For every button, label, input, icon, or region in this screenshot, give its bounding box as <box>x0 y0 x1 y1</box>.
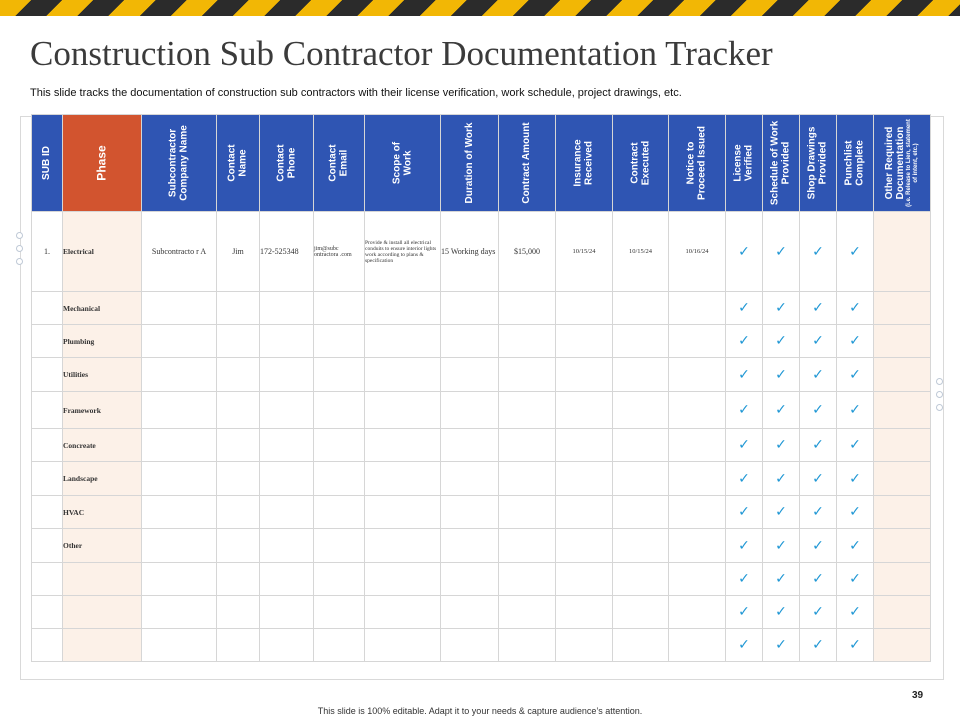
empty-cell <box>556 629 613 662</box>
empty-cell <box>365 429 441 462</box>
checkmark-icon: ✓ <box>849 637 861 653</box>
check-cell <box>800 496 837 529</box>
table-row <box>32 325 931 358</box>
empty-cell <box>669 292 726 325</box>
checkmark-icon: ✓ <box>775 604 787 620</box>
checkmark-icon: ✓ <box>775 300 787 316</box>
empty-cell <box>441 292 499 325</box>
checkmark-icon: ✓ <box>738 571 750 587</box>
checkmark-icon: ✓ <box>812 604 824 620</box>
empty-cell <box>441 596 499 629</box>
empty-cell <box>260 358 314 392</box>
header-insurance: Insurance Received <box>556 115 613 212</box>
empty-cell <box>499 563 556 596</box>
contact-email-cell: jim@subc ontractora .com <box>314 212 365 292</box>
empty-cell <box>556 392 613 429</box>
empty-cell <box>556 596 613 629</box>
checkmark-icon: ✓ <box>738 333 750 349</box>
empty-cell <box>314 325 365 358</box>
phase-cell: Framework <box>63 392 142 429</box>
checkmark-icon: ✓ <box>849 437 861 453</box>
empty-cell <box>365 563 441 596</box>
check-cell <box>763 596 800 629</box>
empty-cell <box>669 529 726 563</box>
empty-cell <box>142 529 217 563</box>
empty-cell <box>365 596 441 629</box>
phase-cell: Other <box>63 529 142 563</box>
other-docs-cell <box>874 462 931 496</box>
check-cell <box>763 358 800 392</box>
empty-cell <box>32 629 63 662</box>
other-docs-cell <box>874 212 931 292</box>
check-cell <box>837 563 874 596</box>
phase-cell: HVAC <box>63 496 142 529</box>
amount-cell: $15,000 <box>499 212 556 292</box>
checkmark-icon: ✓ <box>738 366 750 383</box>
empty-cell <box>499 358 556 392</box>
empty-cell <box>142 429 217 462</box>
slide-title: Construction Sub Contractor Documentation Tracker <box>30 34 773 73</box>
checkmark-icon: ✓ <box>775 537 787 554</box>
header-license: License Verified <box>726 115 763 212</box>
empty-cell <box>441 325 499 358</box>
check-cell <box>726 429 763 462</box>
empty-cell <box>441 496 499 529</box>
header-punchlist: Punchlist Complete <box>837 115 874 212</box>
sub-id-cell: 1. <box>32 212 63 292</box>
empty-cell <box>32 496 63 529</box>
insurance-date-cell: 10/15/24 <box>556 212 613 292</box>
scope-cell: Provide & install all electrical conduits to ensure interior lights work according to plans & specification <box>365 212 441 292</box>
empty-cell <box>260 629 314 662</box>
check-cell <box>763 392 800 429</box>
empty-cell <box>613 325 669 358</box>
empty-cell <box>499 292 556 325</box>
phase-cell <box>63 596 142 629</box>
empty-cell <box>260 429 314 462</box>
table-row <box>32 563 931 596</box>
checkmark-icon: ✓ <box>738 243 750 260</box>
check-cell <box>800 392 837 429</box>
check-cell <box>837 596 874 629</box>
check-cell <box>837 496 874 529</box>
empty-cell <box>613 596 669 629</box>
empty-cell <box>142 462 217 496</box>
duration-cell: 15 Working days <box>441 212 499 292</box>
empty-cell <box>365 292 441 325</box>
empty-cell <box>32 358 63 392</box>
checkmark-icon: ✓ <box>775 504 787 520</box>
check-cell <box>726 462 763 496</box>
phase-cell: Utilities <box>63 358 142 392</box>
header-sub-id: SUB ID <box>32 115 63 212</box>
check-cell <box>800 429 837 462</box>
checkmark-icon: ✓ <box>775 637 787 653</box>
checkmark-icon: ✓ <box>812 243 824 260</box>
empty-cell <box>314 462 365 496</box>
empty-cell <box>556 429 613 462</box>
empty-cell <box>441 358 499 392</box>
header-other-docs-note: (i.e. Release to Lien, statement of intent, etc.) <box>905 119 919 207</box>
empty-cell <box>556 358 613 392</box>
check-cell <box>837 325 874 358</box>
empty-cell <box>669 629 726 662</box>
checkmark-icon: ✓ <box>775 243 787 260</box>
empty-cell <box>556 529 613 563</box>
checkmark-icon: ✓ <box>849 504 861 520</box>
phase-cell <box>63 629 142 662</box>
other-docs-cell <box>874 629 931 662</box>
other-docs-cell <box>874 563 931 596</box>
empty-cell <box>260 392 314 429</box>
header-contact-email: Contact Email <box>314 115 365 212</box>
header-contact-name: Contact Name <box>217 115 260 212</box>
table-row <box>32 292 931 325</box>
check-cell <box>726 629 763 662</box>
empty-cell <box>260 292 314 325</box>
table-row <box>32 529 931 563</box>
phase-cell: Concreate <box>63 429 142 462</box>
checkmark-icon: ✓ <box>849 402 861 418</box>
phase-cell: Landscape <box>63 462 142 496</box>
empty-cell <box>32 429 63 462</box>
empty-cell <box>217 496 260 529</box>
empty-cell <box>613 629 669 662</box>
right-connector-dots <box>936 378 944 417</box>
check-cell <box>800 325 837 358</box>
header-amount: Contract Amount <box>499 115 556 212</box>
other-docs-cell <box>874 292 931 325</box>
page-number: 39 <box>912 690 924 701</box>
empty-cell <box>314 563 365 596</box>
empty-cell <box>441 392 499 429</box>
empty-cell <box>314 358 365 392</box>
empty-cell <box>669 325 726 358</box>
empty-cell <box>613 292 669 325</box>
header-contact-phone: Contact Phone <box>260 115 314 212</box>
checkmark-icon: ✓ <box>738 537 750 554</box>
empty-cell <box>669 429 726 462</box>
empty-cell <box>365 462 441 496</box>
checkmark-icon: ✓ <box>812 300 824 316</box>
phase-cell: Plumbing <box>63 325 142 358</box>
empty-cell <box>499 596 556 629</box>
empty-cell <box>499 529 556 563</box>
checkmark-icon: ✓ <box>738 504 750 520</box>
empty-cell <box>613 496 669 529</box>
empty-cell <box>314 429 365 462</box>
check-cell <box>837 462 874 496</box>
checkmark-icon: ✓ <box>812 470 824 487</box>
header-contract: Contract Executed <box>613 115 669 212</box>
checkmark-icon: ✓ <box>812 437 824 453</box>
check-cell <box>800 462 837 496</box>
empty-cell <box>365 529 441 563</box>
empty-cell <box>365 629 441 662</box>
header-phase: Phase <box>63 115 142 212</box>
other-docs-cell <box>874 429 931 462</box>
check-cell <box>763 325 800 358</box>
empty-cell <box>441 429 499 462</box>
checkmark-icon: ✓ <box>775 470 787 487</box>
empty-cell <box>669 462 726 496</box>
checkmark-icon: ✓ <box>849 571 861 587</box>
check-cell <box>837 529 874 563</box>
empty-cell <box>314 596 365 629</box>
empty-cell <box>217 462 260 496</box>
check-cell <box>800 292 837 325</box>
empty-cell <box>556 325 613 358</box>
phase-cell: Electrical <box>63 212 142 292</box>
empty-cell <box>499 629 556 662</box>
empty-cell <box>314 529 365 563</box>
other-docs-cell <box>874 325 931 358</box>
license-check-cell <box>726 212 763 292</box>
empty-cell <box>613 429 669 462</box>
empty-cell <box>142 292 217 325</box>
empty-cell <box>32 462 63 496</box>
checkmark-icon: ✓ <box>812 571 824 587</box>
check-cell <box>763 629 800 662</box>
check-cell <box>726 596 763 629</box>
empty-cell <box>32 563 63 596</box>
check-cell <box>837 392 874 429</box>
check-cell <box>763 496 800 529</box>
empty-cell <box>499 462 556 496</box>
checkmark-icon: ✓ <box>812 637 824 653</box>
empty-cell <box>217 292 260 325</box>
empty-cell <box>32 325 63 358</box>
check-cell <box>726 358 763 392</box>
checkmark-icon: ✓ <box>849 300 861 316</box>
empty-cell <box>32 596 63 629</box>
check-cell <box>726 563 763 596</box>
empty-cell <box>499 325 556 358</box>
empty-cell <box>142 596 217 629</box>
empty-cell <box>217 529 260 563</box>
checkmark-icon: ✓ <box>812 366 824 383</box>
check-cell <box>800 358 837 392</box>
empty-cell <box>217 392 260 429</box>
empty-cell <box>613 529 669 563</box>
empty-cell <box>669 496 726 529</box>
check-cell <box>763 292 800 325</box>
empty-cell <box>499 392 556 429</box>
table-row <box>32 629 931 662</box>
other-docs-cell <box>874 392 931 429</box>
other-docs-cell <box>874 529 931 563</box>
header-scope: Scope of Work <box>365 115 441 212</box>
notice-date-cell: 10/16/24 <box>669 212 726 292</box>
empty-cell <box>32 292 63 325</box>
table-row <box>32 212 931 292</box>
documentation-tracker-table <box>31 114 931 662</box>
table-row <box>32 392 931 429</box>
hazard-stripe-banner <box>0 0 960 16</box>
empty-cell <box>613 392 669 429</box>
empty-cell <box>260 529 314 563</box>
empty-cell <box>142 358 217 392</box>
header-other-docs-label: Other Required Documentation <box>883 126 906 200</box>
empty-cell <box>314 629 365 662</box>
empty-cell <box>217 429 260 462</box>
check-cell <box>763 429 800 462</box>
checkmark-icon: ✓ <box>738 604 750 620</box>
check-cell <box>763 563 800 596</box>
check-cell <box>800 629 837 662</box>
empty-cell <box>499 496 556 529</box>
empty-cell <box>441 563 499 596</box>
header-other-docs <box>874 115 931 212</box>
check-cell <box>726 529 763 563</box>
check-cell <box>726 496 763 529</box>
table-row <box>32 496 931 529</box>
empty-cell <box>260 496 314 529</box>
checkmark-icon: ✓ <box>849 333 861 349</box>
table-row <box>32 462 931 496</box>
company-cell: Subcontracto r A <box>142 212 217 292</box>
header-duration: Duration of Work <box>441 115 499 212</box>
empty-cell <box>365 392 441 429</box>
empty-cell <box>669 392 726 429</box>
checkmark-icon: ✓ <box>738 470 750 487</box>
empty-cell <box>556 292 613 325</box>
checkmark-icon: ✓ <box>775 571 787 587</box>
contract-date-cell: 10/15/24 <box>613 212 669 292</box>
check-cell <box>800 529 837 563</box>
empty-cell <box>365 496 441 529</box>
check-cell <box>837 429 874 462</box>
check-cell <box>763 462 800 496</box>
empty-cell <box>613 358 669 392</box>
empty-cell <box>314 496 365 529</box>
empty-cell <box>142 392 217 429</box>
check-cell <box>837 358 874 392</box>
table-row <box>32 596 931 629</box>
header-company: Subcontractor Company Name <box>142 115 217 212</box>
check-cell <box>837 629 874 662</box>
empty-cell <box>217 325 260 358</box>
empty-cell <box>669 358 726 392</box>
left-connector-dots <box>16 232 24 271</box>
empty-cell <box>613 462 669 496</box>
header-drawings: Shop Drawings Provided <box>800 115 837 212</box>
empty-cell <box>260 596 314 629</box>
checkmark-icon: ✓ <box>738 637 750 653</box>
table-row <box>32 358 931 392</box>
checkmark-icon: ✓ <box>775 402 787 418</box>
header-schedule: Schedule of Work Provided <box>763 115 800 212</box>
empty-cell <box>32 529 63 563</box>
other-docs-cell <box>874 358 931 392</box>
empty-cell <box>314 292 365 325</box>
slide-subtitle: This slide tracks the documentation of construction sub contractors with their license verification, work schedule, project drawings, etc. <box>30 87 682 99</box>
checkmark-icon: ✓ <box>849 537 861 554</box>
empty-cell <box>613 563 669 596</box>
check-cell <box>726 392 763 429</box>
empty-cell <box>142 629 217 662</box>
empty-cell <box>441 529 499 563</box>
empty-cell <box>217 358 260 392</box>
contact-phone-cell: 172-525348 <box>260 212 314 292</box>
check-cell <box>726 292 763 325</box>
empty-cell <box>441 629 499 662</box>
checkmark-icon: ✓ <box>775 437 787 453</box>
checkmark-icon: ✓ <box>812 537 824 554</box>
empty-cell <box>556 496 613 529</box>
punchlist-check-cell <box>837 212 874 292</box>
empty-cell <box>32 392 63 429</box>
empty-cell <box>499 429 556 462</box>
empty-cell <box>556 563 613 596</box>
checkmark-icon: ✓ <box>775 333 787 349</box>
check-cell <box>800 563 837 596</box>
checkmark-icon: ✓ <box>812 333 824 349</box>
checkmark-icon: ✓ <box>738 437 750 453</box>
empty-cell <box>441 462 499 496</box>
checkmark-icon: ✓ <box>812 402 824 418</box>
other-docs-cell <box>874 596 931 629</box>
empty-cell <box>556 462 613 496</box>
empty-cell <box>142 496 217 529</box>
checkmark-icon: ✓ <box>738 402 750 418</box>
empty-cell <box>142 325 217 358</box>
check-cell <box>800 596 837 629</box>
check-cell <box>763 529 800 563</box>
check-cell <box>726 325 763 358</box>
empty-cell <box>217 629 260 662</box>
empty-cell <box>669 596 726 629</box>
contact-name-cell: Jim <box>217 212 260 292</box>
checkmark-icon: ✓ <box>849 243 861 260</box>
phase-cell <box>63 563 142 596</box>
checkmark-icon: ✓ <box>849 366 861 383</box>
check-cell <box>837 292 874 325</box>
checkmark-icon: ✓ <box>738 300 750 316</box>
header-notice: Notice to Proceed Issued <box>669 115 726 212</box>
header-row <box>32 115 931 212</box>
drawings-check-cell <box>800 212 837 292</box>
empty-cell <box>260 462 314 496</box>
empty-cell <box>365 325 441 358</box>
empty-cell <box>217 596 260 629</box>
phase-cell: Mechanical <box>63 292 142 325</box>
checkmark-icon: ✓ <box>849 604 861 620</box>
checkmark-icon: ✓ <box>849 470 861 487</box>
checkmark-icon: ✓ <box>812 504 824 520</box>
empty-cell <box>142 563 217 596</box>
empty-cell <box>217 563 260 596</box>
schedule-check-cell <box>763 212 800 292</box>
footer-note: This slide is 100% editable. Adapt it to your needs & capture audience’s attention. <box>317 706 643 716</box>
empty-cell <box>260 563 314 596</box>
checkmark-icon: ✓ <box>775 366 787 383</box>
empty-cell <box>260 325 314 358</box>
empty-cell <box>669 563 726 596</box>
empty-cell <box>314 392 365 429</box>
table-row <box>32 429 931 462</box>
empty-cell <box>365 358 441 392</box>
other-docs-cell <box>874 496 931 529</box>
